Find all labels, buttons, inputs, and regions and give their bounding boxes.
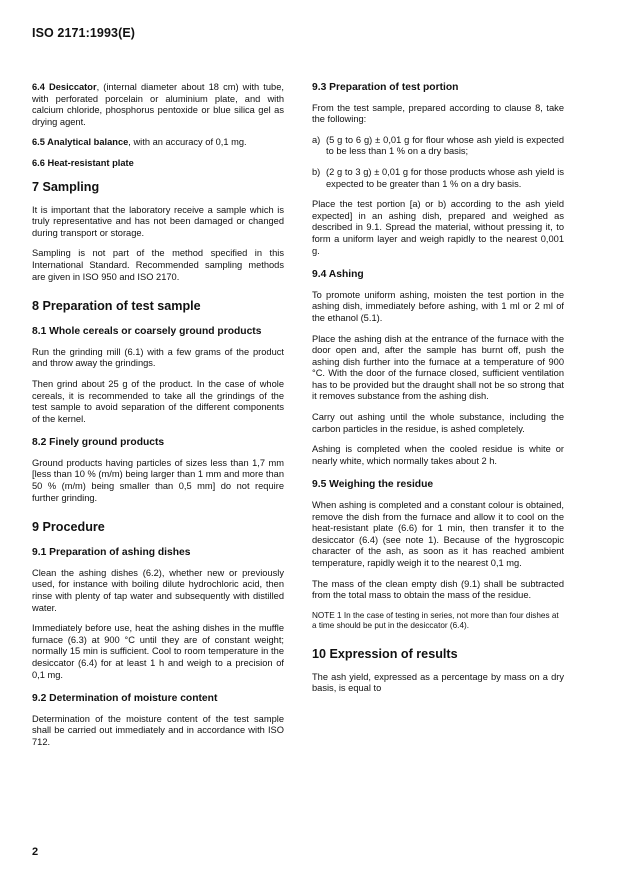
section-9-1-paragraph-1: Clean the ashing dishes (6.2), whether new or previously used, for instance with boiling dilute hydrochloric acid, then rinse with plenty of tap water and subsequently with distilled water. <box>32 567 284 613</box>
section-9-4-paragraph-3: Carry out ashing until the whole substance, including the carbon particles in the residue, is ashed completely. <box>312 412 564 434</box>
section-8-2-paragraph-1: Ground products having particles of sizes less than 1,7 mm [less than 10 % (m/m) being larger than 1 mm and more than 50 % (m/m) being smaller than 0,5 mm] do not require further grinding. <box>32 457 284 503</box>
section-9-5-paragraph-2: The mass of the clean empty dish (9.1) shall be subtracted from the total mass to obtain the mass of the residue. <box>312 578 564 601</box>
page-number: 2 <box>32 846 39 858</box>
section-9-title: 9 Procedure <box>32 520 105 535</box>
section-10-paragraph-1: The ash yield, expressed as a percentage by mass on a dry basis, is equal to <box>312 671 564 694</box>
right-column <box>312 82 564 704</box>
section-9-3-paragraph-1: From the test sample, prepared according to clause 8, take the following: <box>312 102 564 125</box>
section-9-5-title: 9.5 Weighing the residue <box>312 479 434 491</box>
section-9-3-paragraph-2: Place the test portion [a) or b) according to the ash yield expected] in an ashing dish, prepared and weighed as described in 9.1. Spread the material, without pressing it, to form a uniform layer and weigh rapidly to the nearest 0,001 g. <box>312 199 564 256</box>
section-8-1-paragraph-2: Then grind about 25 g of the product. In the case of whole cereals, it is recommended to take all the grindings of the test sample to avoid separation of the different components of the kernel. <box>32 378 284 424</box>
section-9-4-paragraph-4: Ashing is completed when the cooled residue is white or nearly white, which normally takes about 2 h. <box>312 444 564 466</box>
list-item-b <box>312 167 564 190</box>
section-10-title: 10 Expression of results <box>312 646 458 661</box>
section-7-paragraph-2: Sampling is not part of the method specified in this International Standard. Recommended sampling methods are given in ISO 950 and ISO 2170. <box>32 248 284 282</box>
section-9-5-paragraph-1: When ashing is completed and a constant colour is obtained, remove the dish from the furnace and allow it to cool on the heat-resistant plate (6.6) for 1 min, then transfer it to the desiccator (6.4) (see note 1). Because of the hygroscopic character of the ash, as soon as it has reached ambient temperature, rapidly weigh it to the nearest 0,1 mg. <box>312 500 564 568</box>
section-6-5-heading: 6.5 Analytical balance <box>32 137 129 148</box>
section-8-2-title: 8.2 Finely ground products <box>32 437 165 449</box>
list-text-a: (5 g to 6 g) ± 0,01 g for flour whose ash yield is expected to be less than 1 % on a dry basis; <box>326 134 564 157</box>
section-9-2-paragraph-1: Determination of the moisture content of the test sample shall be carried out immediately and in accordance with ISO 712. <box>32 713 284 747</box>
section-6-6-heading: 6.6 Heat-resistant plate <box>32 157 134 168</box>
section-9-2-title: 9.2 Determination of moisture content <box>32 693 218 705</box>
list-label-b: b) <box>312 166 321 177</box>
section-6-4-text: , (internal diameter about 18 cm) with tube, with perforated porcelain or aluminium plate, and with calcium chloride, phosphorus pentoxide or blue silica gel as drying agent. <box>32 82 284 127</box>
section-9-4-paragraph-1: To promote uniform ashing, moisten the test portion in the ashing dish, immediately before ashing, with 1 ml or 2 ml of the ethanol (5.1). <box>312 289 564 323</box>
list-label-a: a) <box>312 134 321 145</box>
section-6-6 <box>32 158 284 170</box>
section-9-4-title: 9.4 Ashing <box>312 269 364 281</box>
section-6-4 <box>32 82 284 128</box>
section-8-title: 8 Preparation of test sample <box>32 299 201 314</box>
list-text-b: (2 g to 3 g) ± 0,01 g for those products whose ash yield is expected to be greater than 1 % on a dry basis. <box>326 166 564 189</box>
section-8-1-paragraph-1: Run the grinding mill (6.1) with a few grams of the product and throw away the grindings. <box>32 346 284 369</box>
section-6-4-heading: 6.4 Desiccator <box>32 82 97 92</box>
left-column <box>32 82 284 758</box>
section-9-1-title: 9.1 Preparation of ashing dishes <box>32 547 191 559</box>
section-6-5 <box>32 137 284 149</box>
list-item-a <box>312 135 564 158</box>
section-9-1-paragraph-2: Immediately before use, heat the ashing dishes in the muffle furnace (6.3) at 900 °C until they are of constant weight; normally 15 min is sufficient. Cool to room temperature in the desiccator (6.4) for at least 1 h and weigh to a precision of 0,1 mg. <box>32 623 284 680</box>
section-8-1-title: 8.1 Whole cereals or coarsely ground products <box>32 326 262 338</box>
section-9-4-paragraph-2: Place the ashing dish at the entrance of the furnace with the door open and, after the sample has burnt off, push the ashing dish further into the furnace at a temperature of 900 °C. With the door of the furnace closed, sufficient ventilation has to be provided but the draught shall not be so strong that it removes substance from the ashing dish. <box>312 333 564 402</box>
section-6-5-text: , with an accuracy of 0,1 mg. <box>128 137 247 148</box>
document-header: ISO 2171:1993(E) <box>32 26 136 40</box>
section-7-paragraph-1: It is important that the laboratory receive a sample which is truly representative and has not been damaged or changed during transport or storage. <box>32 204 284 238</box>
note-1: NOTE 1 In the case of testing in series, not more than four dishes at a time should be put in the desiccator (6.4). <box>312 610 559 630</box>
section-9-3-title: 9.3 Preparation of test portion <box>312 82 459 93</box>
section-7-title: 7 Sampling <box>32 179 100 194</box>
